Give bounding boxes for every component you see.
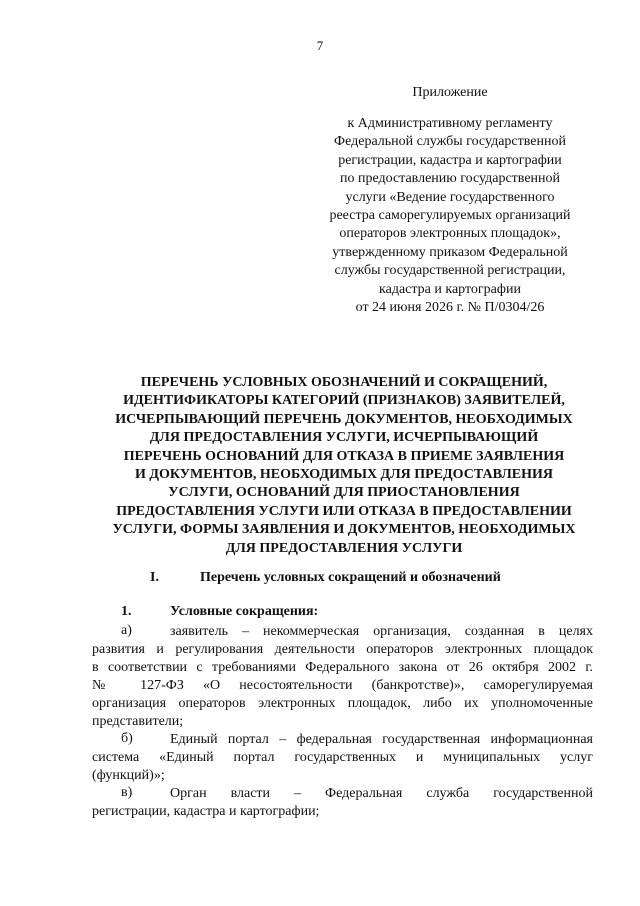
- appendix-line: службы государственной регистрации,: [334, 263, 566, 279]
- title-line: ДЛЯ ПРЕДОСТАВЛЕНИЯ УСЛУГИ: [225, 540, 463, 556]
- appendix-title: Приложение: [412, 85, 488, 100]
- subsection-title: Условные сокращения:: [170, 604, 319, 619]
- appendix-line: по предоставлению государственной: [339, 171, 561, 187]
- appendix-line: реестра саморегулируемых организаций: [329, 208, 571, 224]
- title-line: ПЕРЕЧЕНЬ УСЛОВНЫХ ОБОЗНАЧЕНИЙ И СОКРАЩЕНИЙ,: [140, 375, 548, 390]
- title-line: ИДЕНТИФИКАТОРЫ КАТЕГОРИЙ (ПРИЗНАКОВ) ЗАЯВИТЕЛЕЙ,: [123, 393, 565, 409]
- subsection-number: 1.: [121, 604, 132, 619]
- item-letter-a: а): [121, 623, 132, 638]
- section-title: Перечень условных сокращений и обозначений: [200, 570, 501, 585]
- page-number: 7: [316, 38, 324, 53]
- title-line: ДЛЯ ПРЕДОСТАВЛЕНИЯ УСЛУГИ, ИСЧЕРПЫВАЮЩИЙ: [149, 430, 539, 446]
- subsection-heading: [121, 604, 318, 620]
- item-letter-b: б): [121, 731, 133, 746]
- section-heading: [150, 570, 501, 586]
- appendix-line: от 24 июня 2026 г. № П/0304/26: [355, 300, 545, 316]
- appendix-line: утвержденному приказом Федеральной: [332, 244, 568, 260]
- appendix-line: Федеральной службы государственной: [334, 134, 566, 150]
- appendix-line: кадастра и картографии: [379, 281, 521, 297]
- item-a-line: представители;: [92, 714, 184, 729]
- item-b-line: (функций)»;: [92, 768, 165, 783]
- appendix-approval-block: [306, 115, 594, 317]
- title-line: УСЛУГИ, ОСНОВАНИЙ ДЛЯ ПРИОСТАНОВЛЕНИЯ: [168, 485, 520, 501]
- appendix-line: регистрации, кадастра и картографии: [338, 152, 562, 168]
- item-a-line: заявитель – некоммерческая организация, созданная в целях: [170, 624, 593, 639]
- title-line: ПРЕДОСТАВЛЕНИЯ УСЛУГИ ИЛИ ОТКАЗА В ПРЕДОСТАВЛЕНИИ: [116, 503, 572, 519]
- title-line: ПЕРЕЧЕНЬ ОСНОВАНИЙ ДЛЯ ОТКАЗА В ПРИЕМЕ ЗАЯВЛЕНИЯ: [123, 448, 565, 464]
- section-number: I.: [150, 570, 159, 585]
- item-v-line: Орган власти – Федеральная служба государственной: [170, 786, 593, 801]
- item-a-line: организация операторов электронных площадок, либо их уполномоченные: [92, 696, 593, 711]
- appendix-line: услуги «Ведение государственного: [345, 189, 555, 205]
- item-v-line: регистрации, кадастра и картографии;: [92, 804, 320, 819]
- title-line: ИСЧЕРПЫВАЮЩИЙ ПЕРЕЧЕНЬ ДОКУМЕНТОВ, НЕОБХОДИМЫХ: [115, 411, 573, 427]
- item-a-line: в соответствии с требованиями Федерального закона от 26 октября 2002 г.: [92, 660, 593, 675]
- item-b-line: Единый портал – федеральная государственная информационная: [170, 732, 593, 747]
- item-a-line: № 127-ФЗ «О несостоятельности (банкротстве)», саморегулируемая: [92, 678, 593, 693]
- title-line: УСЛУГИ, ФОРМЫ ЗАЯВЛЕНИЯ И ДОКУМЕНТОВ, НЕОБХОДИМЫХ: [112, 522, 576, 538]
- appendix-line: операторов электронных площадок»,: [339, 226, 561, 242]
- item-a-line: развития и регулирования деятельности операторов электронных площадок: [92, 642, 593, 657]
- item-b-line: система «Единый портал государственных и муниципальных услуг: [92, 750, 593, 765]
- document-title: [84, 374, 604, 558]
- title-line: И ДОКУМЕНТОВ, НЕОБХОДИМЫХ ДЛЯ ПРЕДОСТАВЛЕНИЯ: [134, 467, 554, 483]
- appendix-line: к Административному регламенту: [347, 116, 553, 131]
- item-letter-v: в): [121, 785, 133, 800]
